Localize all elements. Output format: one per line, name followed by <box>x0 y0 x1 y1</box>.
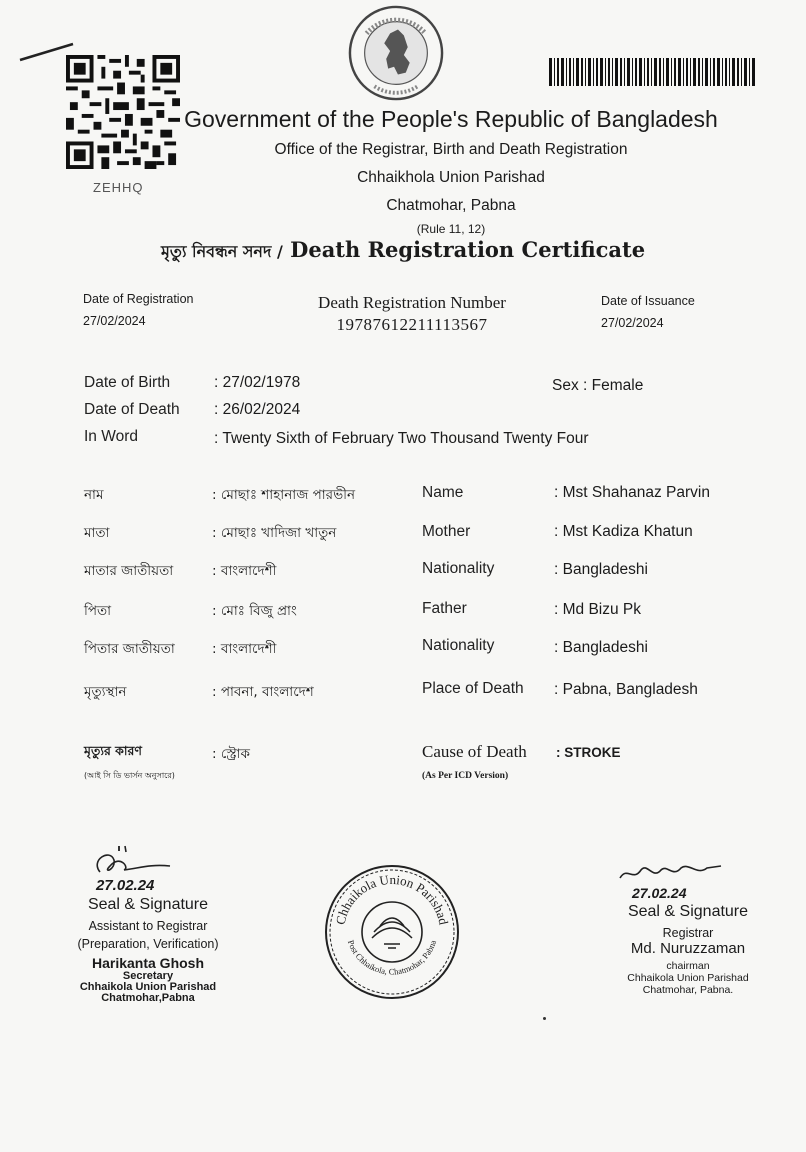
union-name: Chhaikhola Union Parishad <box>357 169 545 186</box>
left-role: Assistant to Registrar <box>88 919 208 933</box>
right-signatory-org: Chhaikola Union Parishad <box>627 972 749 984</box>
right-signatory-place: Chatmohar, Pabna. <box>642 984 734 996</box>
qr-code-label: ZEHHQ <box>93 180 144 195</box>
right-role: Registrar <box>662 926 714 940</box>
certificate-title-bn: মৃত্যু নিবন্ধন সনদ / <box>160 242 283 261</box>
bn-mother-value: : মোছাঃ খাদিজা খাতুন <box>212 525 337 541</box>
bn-place-of-death-value: : পাবনা, বাংলাদেশ <box>212 684 314 700</box>
mother-nationality-label: Nationality <box>422 560 495 577</box>
in-word-label: In Word <box>84 428 138 445</box>
rule-reference: (Rule 11, 12) <box>416 222 486 236</box>
bn-mother-nationality-value: : বাংলাদেশী <box>212 563 277 579</box>
seal-top-text: Chhaikola Union Parishad <box>332 871 452 927</box>
registration-number: 19787612211113567 <box>336 315 488 334</box>
pen-mark-icon <box>18 40 78 66</box>
bn-mother-label: মাতা <box>84 525 110 541</box>
union-parishad-seal-icon <box>322 862 462 1002</box>
left-signatory-title: Secretary <box>122 970 174 982</box>
mother-label: Mother <box>422 523 471 540</box>
father-label: Father <box>422 600 467 617</box>
left-role-detail: (Preparation, Verification) <box>77 937 219 951</box>
left-signature-date: 27.02.24 <box>96 877 155 894</box>
date-of-registration-value: 27/02/2024 <box>83 314 146 328</box>
mother-nationality-value: : Bangladeshi <box>554 561 648 578</box>
date-of-death-label: Date of Death <box>84 401 180 418</box>
bn-place-of-death-label: মৃত্যুস্থান <box>84 684 127 700</box>
name-label: Name <box>422 484 464 501</box>
place-of-death-label: Place of Death <box>422 680 524 697</box>
certificate-title-en: Death Registration Certificate <box>290 237 646 262</box>
seal-bottom-text: Post Chhaikola, Chatmohar, Pabna <box>345 938 439 977</box>
cause-of-death-value: : STROKE <box>556 745 621 760</box>
left-signature-block <box>50 896 246 1004</box>
barcode-icon <box>549 58 755 86</box>
bn-father-label: পিতা <box>84 603 112 619</box>
icd-version-note: (As Per ICD Version) <box>422 771 509 781</box>
location-name: Chatmohar, Pabna <box>386 197 516 214</box>
bn-name-label: নাম <box>84 487 104 503</box>
left-signatory-place: Chatmohar,Pabna <box>101 992 195 1004</box>
father-nationality-label: Nationality <box>422 637 495 654</box>
right-signature-block <box>588 903 788 996</box>
date-of-birth-value: : 27/02/1978 <box>214 374 301 391</box>
date-of-issuance-label: Date of Issuance <box>601 294 695 308</box>
bn-cause-of-death-value: : স্ট্রোক <box>212 746 250 762</box>
ink-dot <box>543 1017 546 1020</box>
bangladesh-emblem-icon <box>347 4 445 102</box>
date-of-birth-label: Date of Birth <box>84 374 171 391</box>
father-nationality-value: : Bangladeshi <box>554 639 648 656</box>
bn-icd-note: (আই সি ডি ভার্সন অনুসারে) <box>84 771 175 780</box>
bn-father-value: : মোঃ বিজু প্রাং <box>212 603 297 619</box>
cause-of-death-label: Cause of Death <box>422 742 527 761</box>
mother-value: : Mst Kadiza Khatun <box>554 523 693 540</box>
right-signatory-name: Md. Nuruzzaman <box>630 940 746 957</box>
office-name: Office of the Registrar, Birth and Death Registration <box>274 141 628 158</box>
registration-number-label: Death Registration Number <box>318 293 506 312</box>
right-signature-scribble-icon <box>615 858 725 888</box>
bn-cause-of-death-label: মৃত্যুর কারণ <box>84 743 142 758</box>
bn-father-nationality-value: : বাংলাদেশী <box>212 641 277 657</box>
father-value: : Md Bizu Pk <box>554 601 641 618</box>
bn-mother-nationality-label: মাতার জাতীয়তা <box>84 563 174 579</box>
left-signatory-name: Harikanta Ghosh <box>91 955 205 971</box>
certificate-title <box>0 237 806 266</box>
place-of-death-value: : Pabna, Bangladesh <box>554 681 698 698</box>
left-seal-label: Seal & Signature <box>87 896 209 913</box>
right-signatory-title: chairman <box>666 960 710 972</box>
right-signature-date: 27.02.24 <box>632 885 687 901</box>
left-signatory-org: Chhaikola Union Parishad <box>79 981 217 993</box>
government-title: Government of the People's Republic of Bangladesh <box>184 106 718 132</box>
date-of-death-value: : 26/02/2024 <box>214 401 301 418</box>
ink-mark <box>118 846 120 851</box>
bn-father-nationality-label: পিতার জাতীয়তা <box>84 641 175 657</box>
sex-value: Sex : Female <box>552 377 644 394</box>
right-seal-label: Seal & Signature <box>627 903 749 920</box>
bn-name-value: : মোছাঃ শাহানাজ পারভীন <box>212 487 356 503</box>
name-value: : Mst Shahanaz Parvin <box>554 484 710 501</box>
date-of-registration-label: Date of Registration <box>83 292 194 306</box>
in-word-value: : Twenty Sixth of February Two Thousand Twenty Four <box>214 430 589 447</box>
date-of-issuance-value: 27/02/2024 <box>601 316 664 330</box>
